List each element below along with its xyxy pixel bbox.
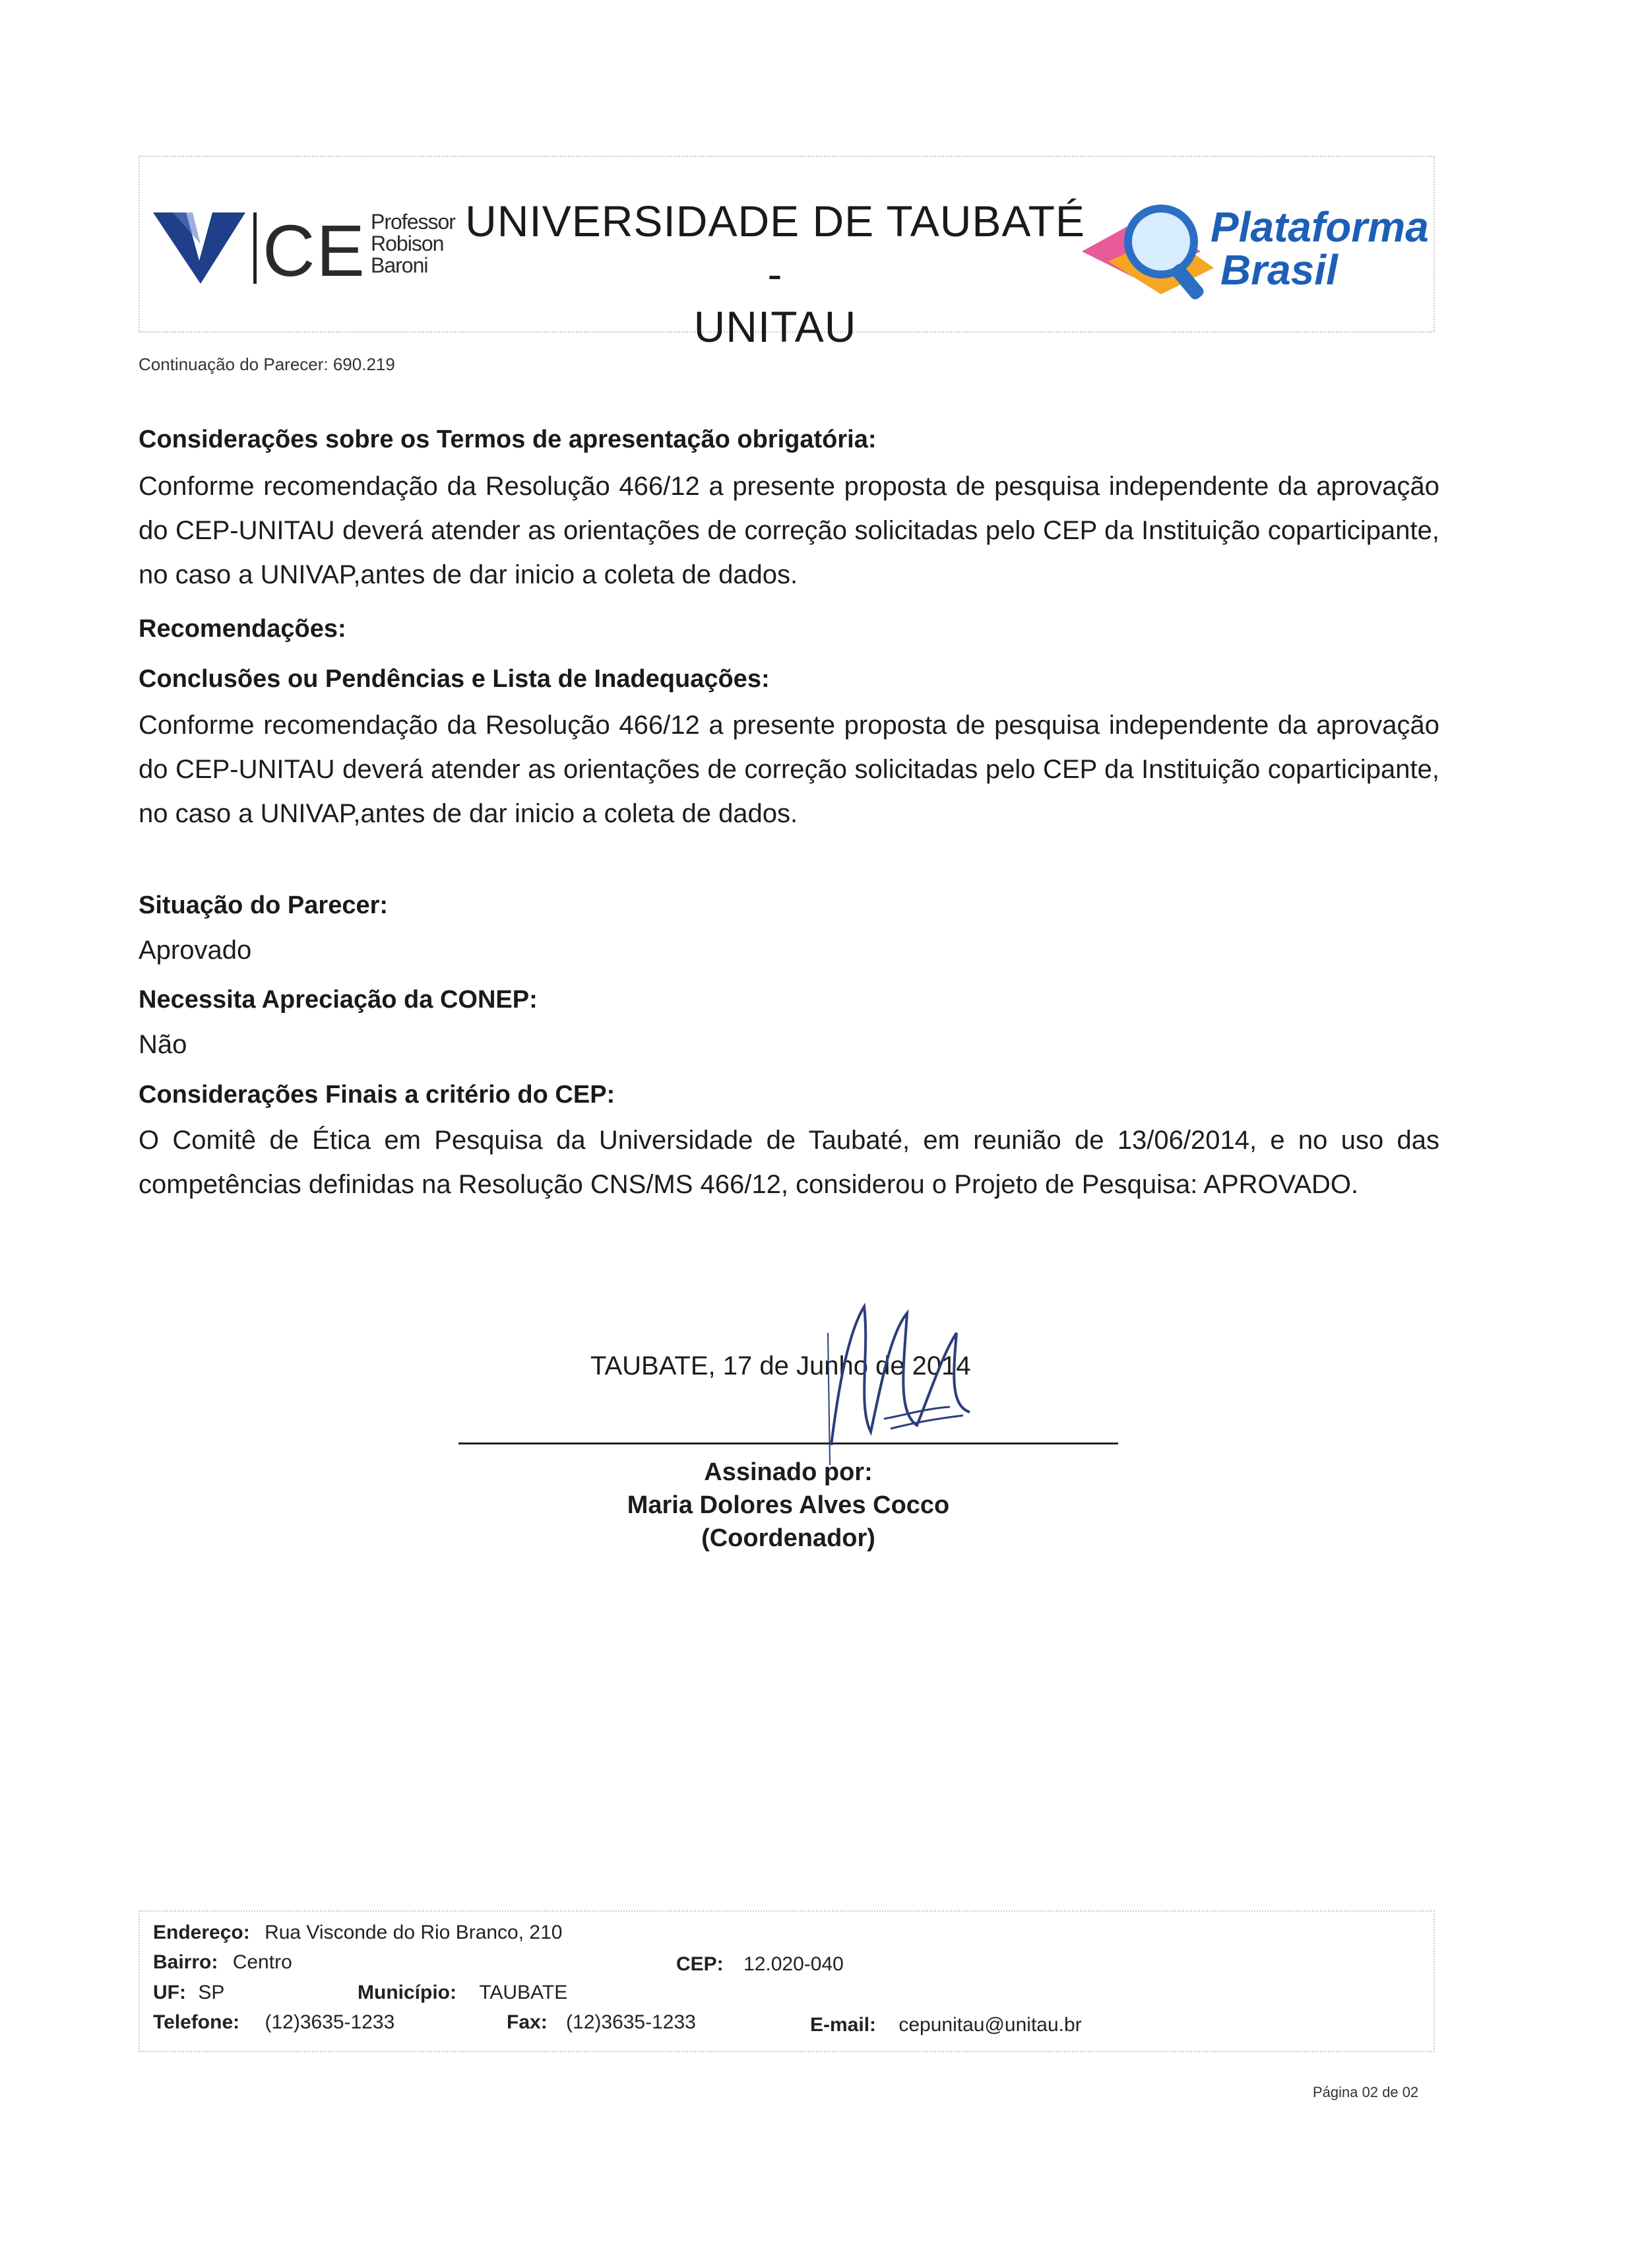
footer-email (810, 2014, 1082, 2036)
termos-text: Conforme recomendação da Resolução 466/12 a presente proposta de pesquisa independente da aprovação do CEP-UNITAU deverá atender as orientações de correção solicitadas pelo CEP da Instituição coparticipante, no caso a UNIVAP,antes de dar inicio a coleta de dados. (139, 472, 1439, 589)
footer-bairro (153, 1951, 292, 1974)
conep-value: Não (139, 1030, 187, 1059)
conep-heading: Necessita Apreciação da CONEP: (139, 986, 538, 1014)
title-line2: UNITAU (693, 302, 857, 351)
recomendacoes-heading: Recomendações: (139, 615, 346, 643)
cep-logo-line2: Robison (371, 232, 444, 255)
fax-label: Fax: (507, 2011, 548, 2033)
svg-text:CEP: CE (263, 211, 366, 292)
situacao-value: Aprovado (139, 936, 252, 965)
cep-triangle-icon (153, 198, 371, 297)
municipio-label: Município: (358, 1982, 456, 2003)
endereco-value: Rua Visconde do Rio Branco, 210 (265, 1922, 563, 1943)
finais-text: O Comitê de Ética em Pesquisa da Universidade de Taubaté, em reunião de 13/06/2014, e no uso das competências definidas na Resolução CNS/MS 466/12, considerou o Projeto de Pesquisa: APROVADO. (139, 1126, 1439, 1199)
page-title (462, 195, 1088, 353)
signature-block (524, 1456, 1052, 1555)
footer-uf (153, 1982, 224, 2004)
cep-label: CEP: (676, 1953, 724, 1975)
cep-value: 12.020-040 (743, 1953, 844, 1975)
finais-heading: Considerações Finais a critério do CEP: (139, 1081, 615, 1109)
plataforma-brasil-logo (1069, 189, 1438, 308)
signer-role: (Coordenador) (701, 1524, 875, 1552)
signature-line (458, 1442, 1118, 1444)
conclusoes-text: Conforme recomendação da Resolução 466/12 a presente proposta de pesquisa independente da aprovação do CEP-UNITAU deverá atender as orientações de correção solicitadas pelo CEP da Instituição coparticipante, no caso a UNIVAP,antes de dar inicio a coleta de dados. (139, 711, 1439, 828)
termos-heading: Considerações sobre os Termos de apresentação obrigatória: (139, 426, 877, 453)
cep-logo-line1: Professor (371, 210, 455, 234)
svg-text:Plataforma: Plataforma (1211, 203, 1429, 251)
footer-municipio (358, 1982, 567, 2004)
cep-logo-line3: Baroni (371, 253, 428, 277)
telefone-label: Telefone: (153, 2011, 240, 2033)
page-number: Página 02 de 02 (1313, 2084, 1419, 2100)
situacao-heading: Situação do Parecer: (139, 891, 389, 919)
cep-logo (153, 198, 496, 297)
svg-text:Brasil: Brasil (1220, 246, 1338, 294)
place-date: TAUBATE, 17 de Junho de 2014 (590, 1351, 971, 1380)
bairro-value: Centro (232, 1951, 292, 1973)
municipio-value: TAUBATE (479, 1982, 568, 2003)
telefone-value: (12)3635-1233 (265, 2011, 395, 2033)
email-value[interactable]: cepunitau@unitau.br (898, 2014, 1082, 2036)
endereco-label: Endereço: (153, 1922, 250, 1943)
handwritten-signature (792, 1293, 1003, 1472)
bairro-label: Bairro: (153, 1951, 218, 1973)
email-label: E-mail: (810, 2014, 877, 2036)
uf-label: UF: (153, 1982, 186, 2003)
title-line1: UNIVERSIDADE DE TAUBATÉ - (465, 197, 1085, 298)
uf-value: SP (198, 1982, 225, 2003)
fax-value: (12)3635-1233 (566, 2011, 696, 2033)
conclusoes-heading: Conclusões ou Pendências e Lista de Inadequações: (139, 665, 770, 693)
magnifier-icon (1069, 189, 1438, 308)
signed-by-label: Assinado por: (704, 1458, 873, 1486)
footer-cep (676, 1953, 844, 1976)
footer-telefone (153, 2011, 394, 2034)
footer-endereco (153, 1922, 562, 1944)
signer-name: Maria Dolores Alves Cocco (627, 1491, 950, 1519)
continuacao-parecer: Continuação do Parecer: 690.219 (139, 354, 395, 374)
footer-fax (507, 2011, 696, 2034)
